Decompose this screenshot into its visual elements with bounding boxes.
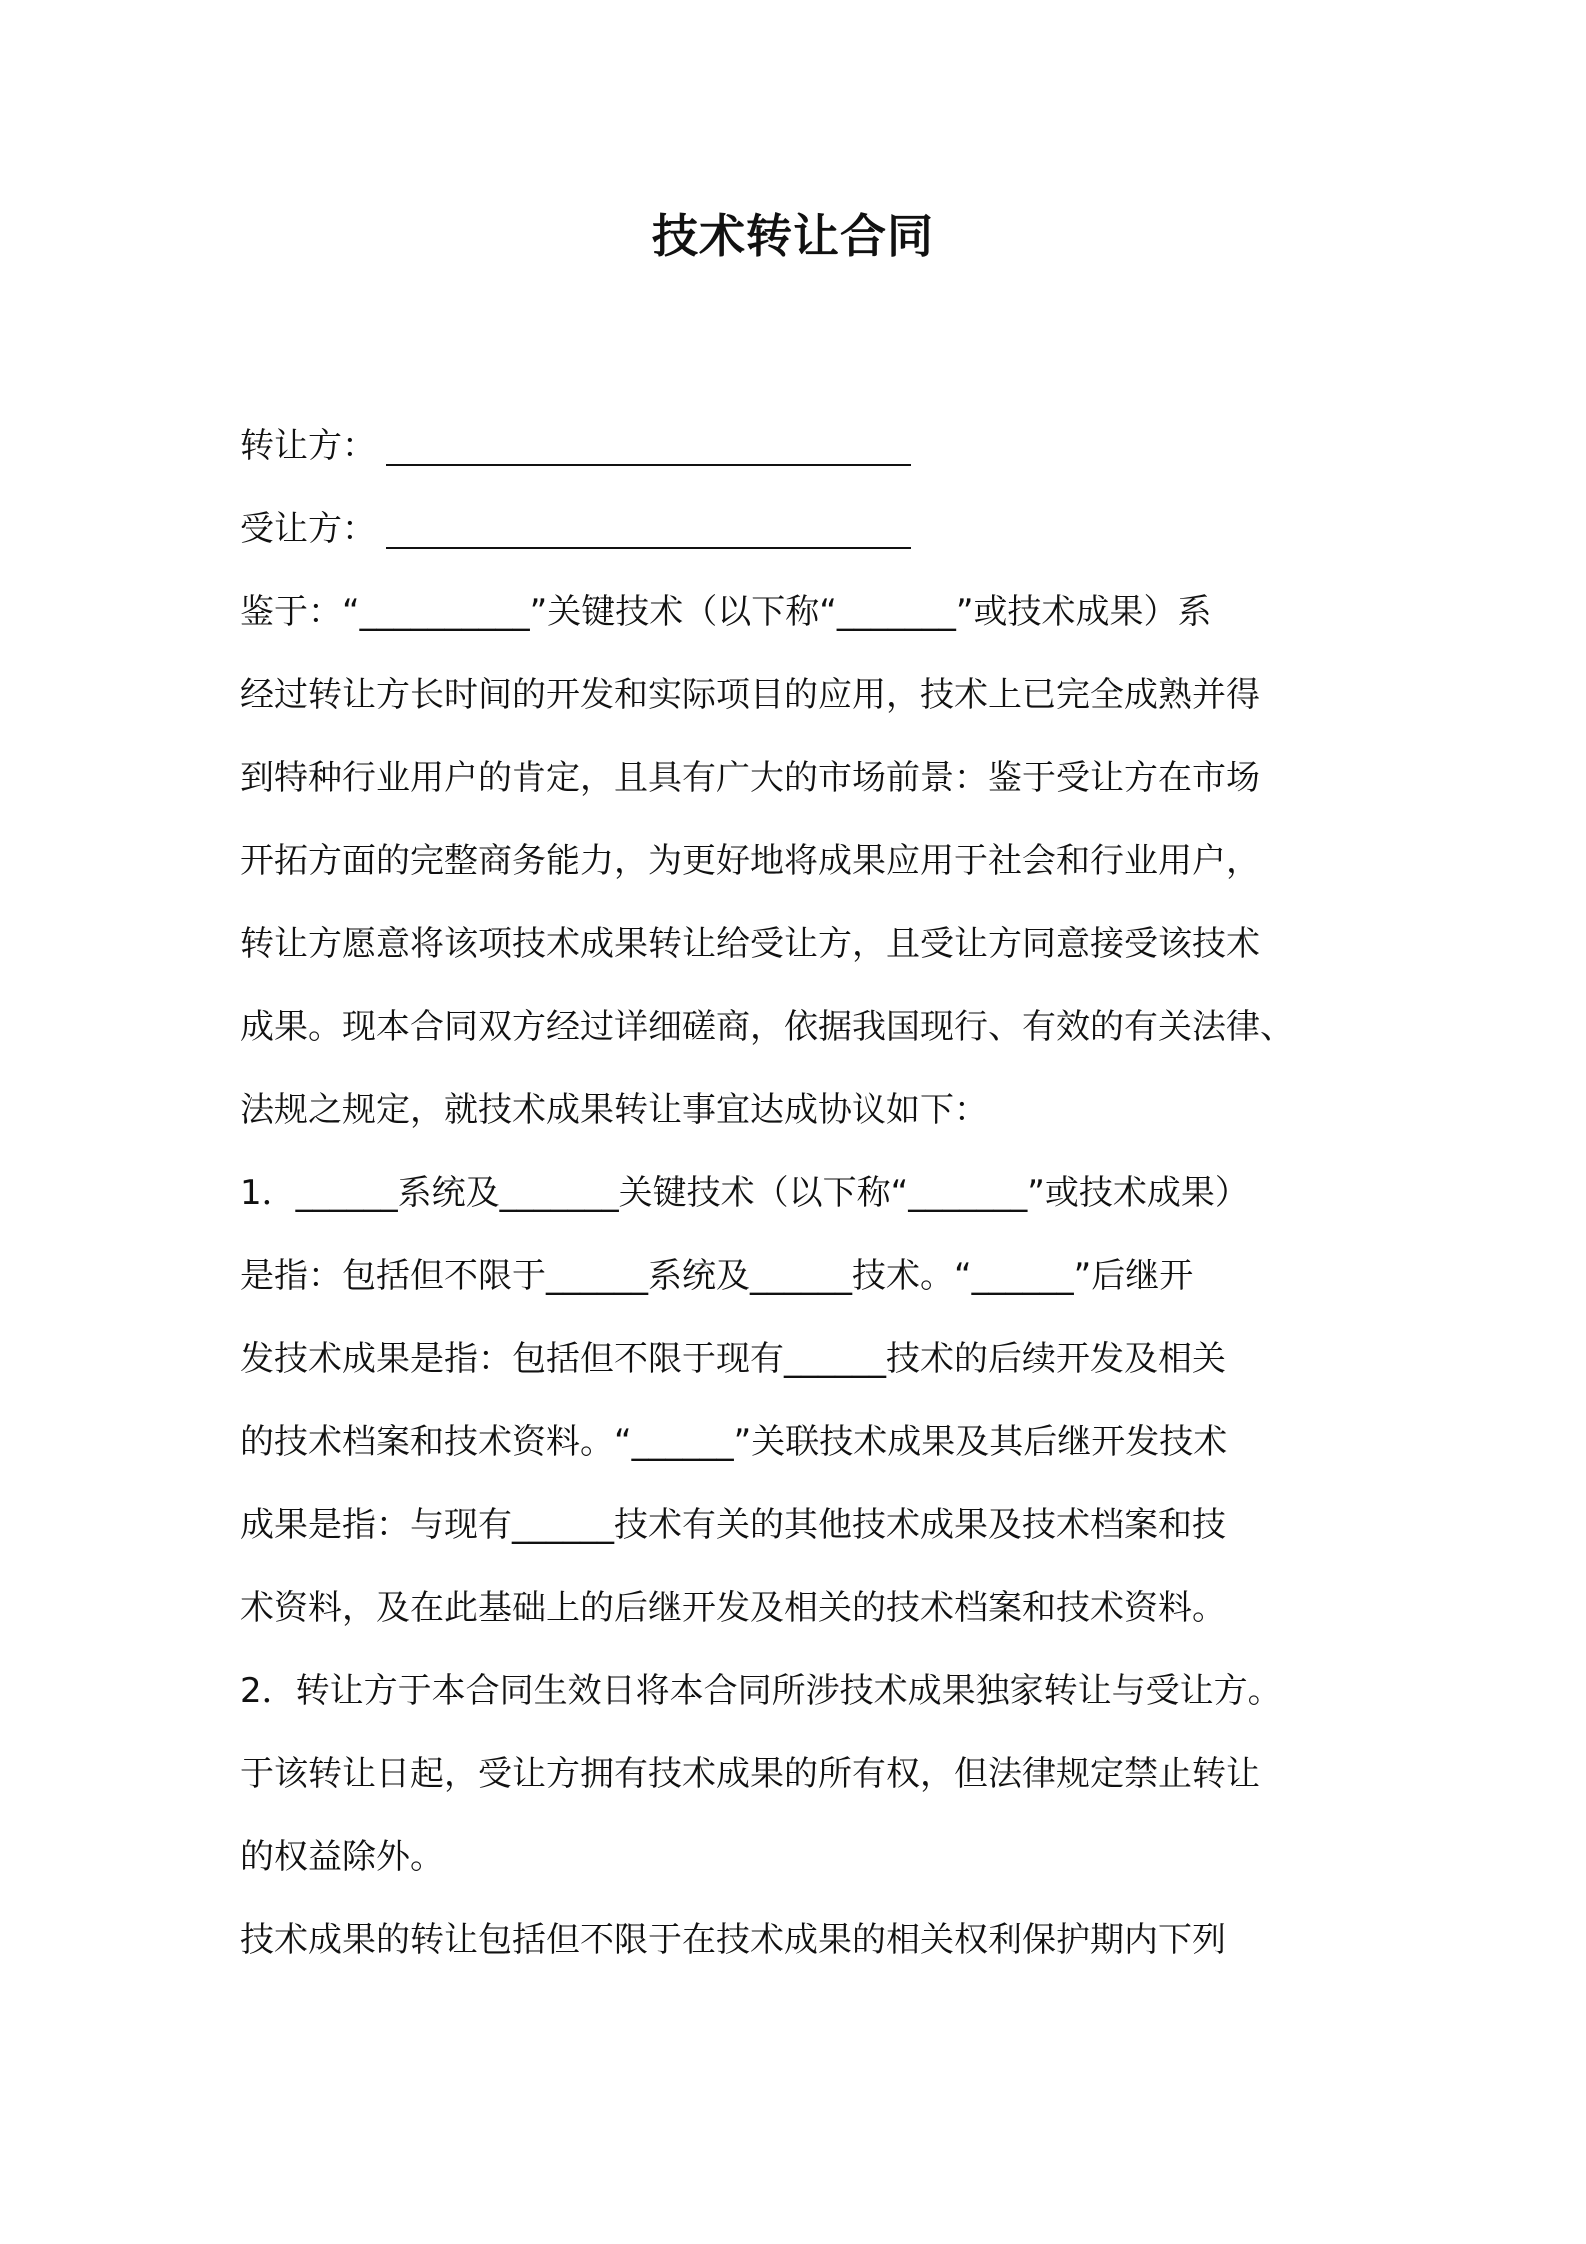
document-title: 技术转让合同 xyxy=(652,209,934,263)
clause-1-line: 发技术成果是指：包括但不限于现有______技术的后续开发及相关 xyxy=(240,1339,1226,1379)
document-body xyxy=(240,405,1390,1982)
clause-1-line: 1．______系统及_______关键技术（以下称“_______”或技术成果） xyxy=(240,1173,1249,1213)
clause-2-line: 的权益除外。 xyxy=(240,1837,444,1877)
paragraph-line: 经过转让方长时间的开发和实际项目的应用，技术上已完全成熟并得 xyxy=(240,675,1260,715)
clause-1-line: 是指：包括但不限于______系统及______技术。“______”后继开 xyxy=(240,1256,1194,1296)
paragraph-line: 转让方愿意将该项技术成果转让给受让方，且受让方同意接受该技术 xyxy=(240,924,1260,964)
paragraph-line: 到特种行业用户的肯定，且具有广大的市场前景：鉴于受让方在市场 xyxy=(240,758,1260,798)
paragraph-line: 鉴于：“__________”关键技术（以下称“_______”或技术成果）系 xyxy=(240,592,1212,632)
transferor-field xyxy=(240,405,1390,488)
paragraph-line: 法规之规定，就技术成果转让事宜达成协议如下： xyxy=(240,1090,988,1130)
transferee-field xyxy=(240,488,1390,571)
transferee-label: 受让方： xyxy=(240,509,376,549)
transferee-blank xyxy=(386,513,911,549)
clause-2-line: 2．转让方于本合同生效日将本合同所涉技术成果独家转让与受让方。 xyxy=(240,1671,1282,1711)
clause-1-line: 的技术档案和技术资料。“______”关联技术成果及其后继开发技术 xyxy=(240,1422,1228,1462)
clause-1-line: 术资料，及在此基础上的后继开发及相关的技术档案和技术资料。 xyxy=(240,1588,1226,1628)
clause-1-line: 成果是指：与现有______技术有关的其他技术成果及技术档案和技 xyxy=(240,1505,1226,1545)
transferor-blank xyxy=(386,430,911,466)
transferor-label: 转让方： xyxy=(240,426,376,466)
paragraph-line: 技术成果的转让包括但不限于在技术成果的相关权利保护期内下列 xyxy=(240,1920,1226,1960)
paragraph-line: 成果。现本合同双方经过详细磋商，依据我国现行、有效的有关法律、 xyxy=(240,1007,1294,1047)
clause-2-line: 于该转让日起，受让方拥有技术成果的所有权，但法律规定禁止转让 xyxy=(240,1754,1260,1794)
paragraph-line: 开拓方面的完整商务能力，为更好地将成果应用于社会和行业用户， xyxy=(240,841,1260,881)
